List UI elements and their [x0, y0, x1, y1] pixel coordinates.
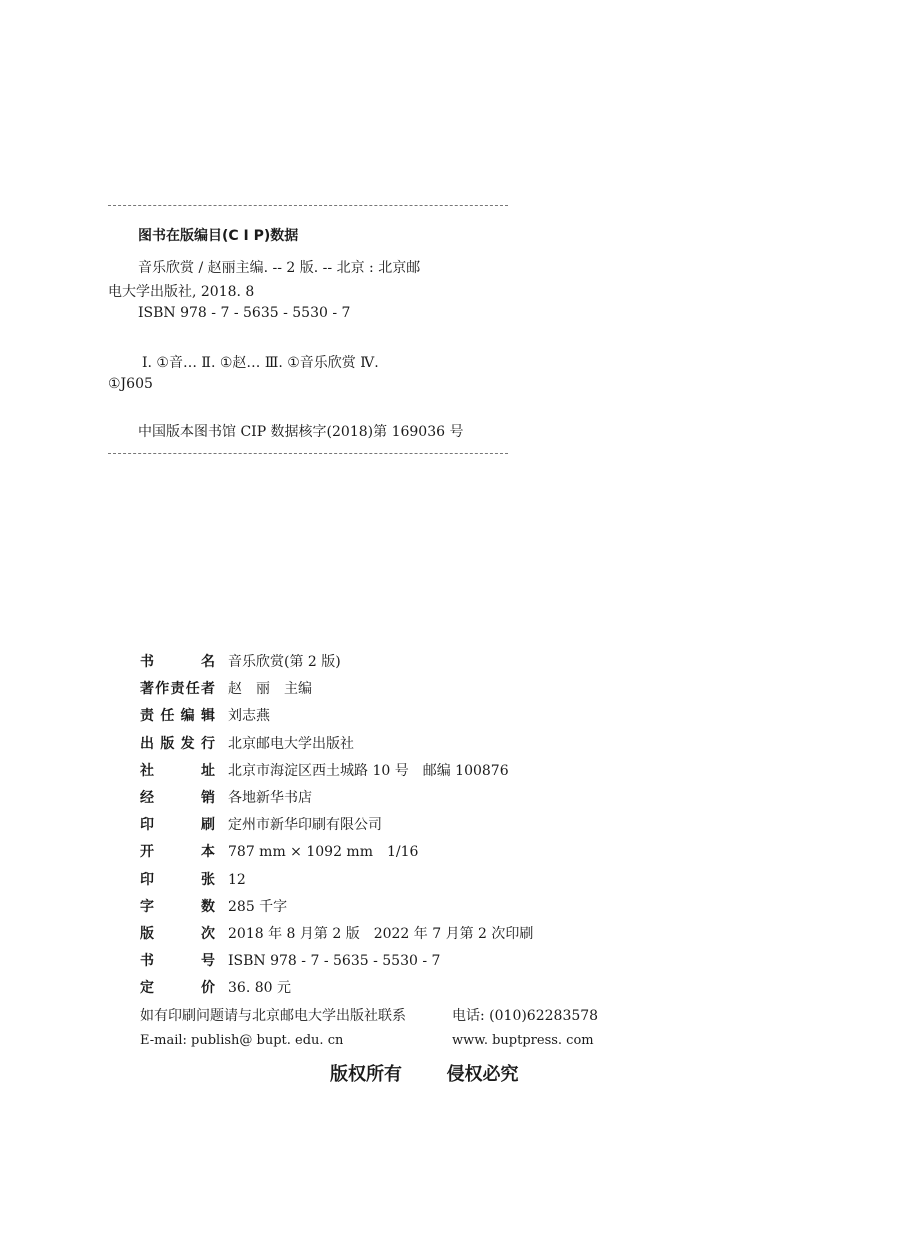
- print-issue-notice: 如有印刷问题请与北京邮电大学出版社联系: [140, 1008, 406, 1024]
- info-label: [140, 895, 215, 919]
- info-value: 2018 年 8 月第 2 版 2022 年 7 月第 2 次印刷: [228, 926, 534, 942]
- info-value: 定州市新华印刷有限公司: [228, 817, 382, 834]
- info-label: [140, 813, 215, 837]
- info-label-char: 址: [201, 762, 215, 779]
- cip-classification: Ⅰ. ①音… Ⅱ. ①赵… Ⅲ. ①音乐欣赏 Ⅳ.: [142, 355, 379, 371]
- info-value: 音乐欣赏(第 2 版): [228, 654, 341, 670]
- info-label-char: 责: [140, 708, 154, 725]
- info-label-char: 编: [180, 708, 195, 725]
- info-label-char: 本: [201, 844, 215, 861]
- info-label: [140, 704, 215, 728]
- info-label: [140, 840, 215, 864]
- info-label: [140, 786, 215, 810]
- copyright-notice: [330, 1060, 519, 1086]
- info-value: 285 千字: [228, 898, 288, 915]
- info-value: 12: [228, 871, 246, 888]
- info-label-char: 号: [201, 953, 215, 970]
- info-label-char: 作: [155, 681, 170, 698]
- bottom-dashed-rule: [108, 453, 508, 454]
- info-label-char: 书: [140, 953, 154, 970]
- info-label: [140, 650, 215, 674]
- info-label-char: 价: [201, 980, 215, 997]
- info-value: 各地新华书店: [228, 790, 312, 806]
- cip-isbn: ISBN 978 - 7 - 5635 - 5530 - 7: [138, 305, 351, 321]
- info-label-char: 经: [140, 790, 154, 806]
- cip-title: 图书在版编目(C I P)数据: [138, 228, 299, 244]
- info-label-char: 印: [140, 817, 154, 834]
- info-label-char: 书: [140, 654, 154, 670]
- info-label: [140, 677, 215, 701]
- info-label-char: 销: [201, 790, 215, 806]
- info-label: [140, 868, 215, 892]
- info-label: [140, 922, 215, 946]
- info-label-char: 者: [201, 681, 215, 698]
- info-value: 36. 80 元: [228, 980, 291, 997]
- cip-line-1: 音乐欣赏 / 赵丽主编. -- 2 版. -- 北京 : 北京邮: [138, 260, 421, 276]
- info-value: ISBN 978 - 7 - 5635 - 5530 - 7: [228, 953, 441, 970]
- info-label-char: 次: [201, 926, 215, 942]
- info-label-char: 社: [140, 762, 154, 779]
- copyright-infringement: 侵权必究: [446, 1064, 519, 1085]
- info-label-char: 出: [140, 735, 154, 752]
- info-label-char: 印: [140, 871, 154, 888]
- info-value: 787 mm × 1092 mm 1/16: [228, 844, 419, 861]
- info-label-char: 名: [201, 654, 215, 670]
- publisher-website: www. buptpress. com: [452, 1033, 594, 1048]
- info-label-char: 责: [170, 681, 185, 698]
- copyright-reserved: 版权所有: [330, 1064, 402, 1085]
- info-label-char: 版: [160, 735, 175, 752]
- info-label-char: 发: [180, 735, 195, 752]
- info-label-char: 辑: [200, 708, 215, 725]
- info-value: 北京市海淀区西土城路 10 号 邮编 100876: [228, 762, 509, 779]
- info-label-char: 版: [140, 926, 154, 942]
- info-label: [140, 732, 215, 756]
- info-label-char: 数: [201, 898, 215, 915]
- contact-email: E-mail: publish@ bupt. edu. cn: [140, 1033, 344, 1048]
- info-label-char: 任: [160, 708, 175, 725]
- info-label: [140, 759, 215, 783]
- info-value: 北京邮电大学出版社: [228, 735, 354, 752]
- cip-record-number: 中国版本图书馆 CIP 数据核字(2018)第 169036 号: [138, 424, 464, 440]
- top-dashed-rule: [108, 205, 508, 206]
- info-label: [140, 949, 215, 973]
- cip-line-2: 电大学出版社, 2018. 8: [108, 284, 255, 300]
- info-label-char: 开: [140, 844, 154, 861]
- info-label-char: 刷: [201, 817, 215, 834]
- info-label: [140, 976, 215, 1000]
- cip-block: [108, 205, 508, 440]
- info-label-char: 字: [140, 898, 154, 915]
- info-label-char: 著: [140, 681, 154, 698]
- contact-phone: 电话: (010)62283578: [452, 1008, 599, 1024]
- cip-class-number: ①J605: [108, 376, 153, 392]
- info-value: 刘志燕: [228, 708, 270, 725]
- info-value: 赵 丽 主编: [228, 681, 312, 698]
- info-label-char: 张: [201, 871, 215, 888]
- info-label-char: 任: [185, 681, 200, 698]
- info-label-char: 行: [200, 735, 215, 752]
- info-label-char: 定: [140, 980, 154, 997]
